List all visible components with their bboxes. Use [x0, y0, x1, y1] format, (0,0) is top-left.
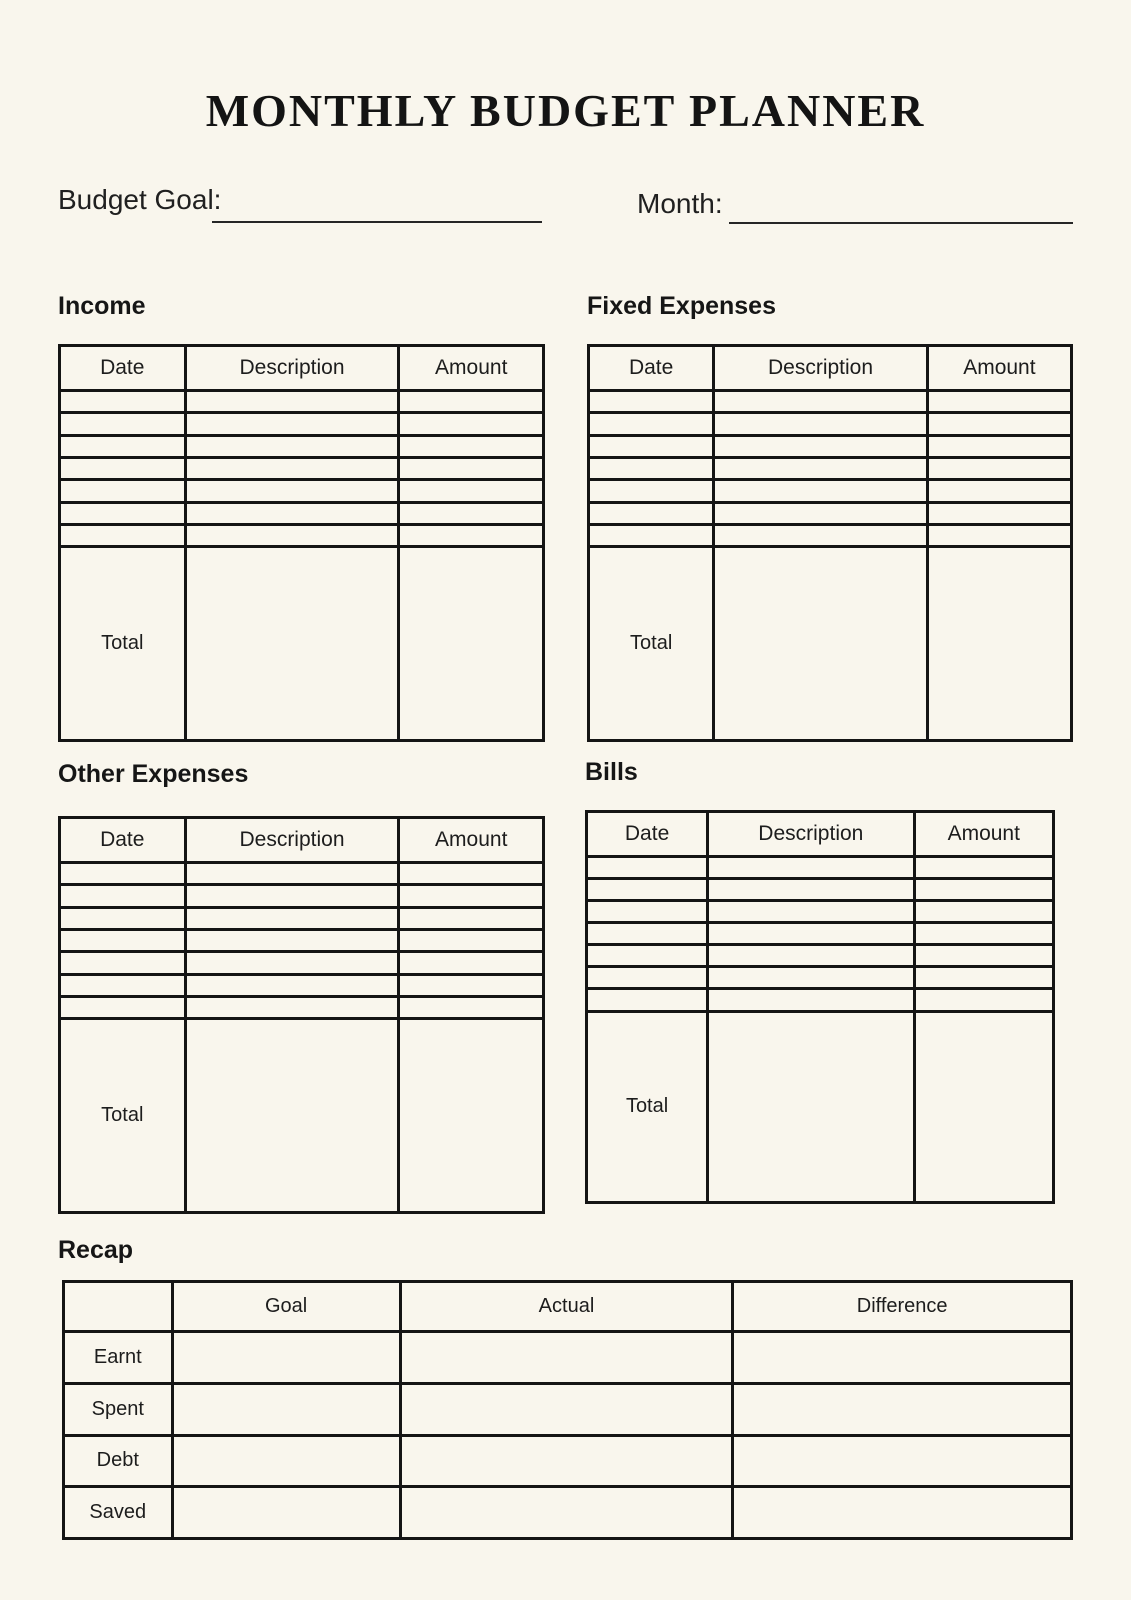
empty-cell [60, 391, 186, 413]
column-header-description: Description [708, 812, 914, 857]
empty-cell [914, 945, 1054, 967]
empty-cell [927, 502, 1071, 524]
empty-cell [60, 907, 186, 929]
empty-cell [714, 413, 927, 435]
column-header-date: Date [60, 346, 186, 391]
empty-cell [914, 1011, 1054, 1202]
page-title: MONTHLY BUDGET PLANNER [205, 85, 926, 136]
empty-cell [914, 923, 1054, 945]
row-label-cell: Earnt [64, 1332, 173, 1384]
empty-cell [927, 524, 1071, 546]
empty-cell [714, 547, 927, 741]
empty-cell [927, 391, 1071, 413]
empty-cell [60, 457, 186, 479]
row-label-cell: Total [60, 547, 186, 741]
column-header-amount: Amount [399, 818, 544, 863]
budget-goal-label: Budget Goal: [58, 184, 222, 215]
empty-cell [60, 435, 186, 457]
empty-cell [587, 857, 708, 879]
empty-cell [172, 1435, 400, 1487]
empty-cell [185, 863, 399, 885]
empty-cell [399, 391, 544, 413]
empty-cell [733, 1332, 1072, 1384]
empty-cell [60, 413, 186, 435]
empty-cell [589, 391, 714, 413]
empty-cell [927, 457, 1071, 479]
column-header-amount: Amount [927, 346, 1071, 391]
empty-cell [60, 996, 186, 1018]
empty-cell [714, 480, 927, 502]
empty-cell [589, 524, 714, 546]
empty-cell [914, 989, 1054, 1011]
column-header-goal: Goal [172, 1282, 400, 1332]
empty-cell [914, 901, 1054, 923]
empty-cell [185, 457, 399, 479]
empty-cell [399, 435, 544, 457]
empty-cell [914, 967, 1054, 989]
budget-goal-fill-line [212, 221, 542, 223]
column-header-date: Date [589, 346, 714, 391]
empty-cell [185, 480, 399, 502]
empty-cell [589, 502, 714, 524]
empty-cell [914, 879, 1054, 901]
empty-cell [399, 413, 544, 435]
empty-cell [589, 480, 714, 502]
empty-cell [714, 435, 927, 457]
empty-cell [927, 413, 1071, 435]
empty-cell [714, 391, 927, 413]
empty-cell [60, 885, 186, 907]
empty-cell [185, 996, 399, 1018]
column-header-blank [64, 1282, 173, 1332]
recap-heading: Recap [58, 1236, 134, 1264]
other-expenses-heading: Other Expenses [58, 760, 249, 788]
empty-cell [587, 945, 708, 967]
empty-cell [914, 857, 1054, 879]
row-label-cell: Total [587, 1011, 708, 1202]
empty-cell [708, 923, 914, 945]
empty-cell [400, 1435, 733, 1487]
row-label-cell: Debt [64, 1435, 173, 1487]
fixed-expenses-heading: Fixed Expenses [587, 292, 776, 320]
bills-heading: Bills [585, 758, 638, 786]
column-header-difference: Difference [733, 1282, 1072, 1332]
empty-cell [60, 502, 186, 524]
empty-cell [733, 1487, 1072, 1539]
column-header-amount: Amount [399, 346, 544, 391]
empty-cell [399, 974, 544, 996]
empty-cell [708, 857, 914, 879]
empty-cell [172, 1332, 400, 1384]
empty-cell [399, 863, 544, 885]
empty-cell [587, 923, 708, 945]
empty-cell [587, 989, 708, 1011]
empty-cell [399, 502, 544, 524]
month-label: Month: [637, 188, 723, 219]
empty-cell [400, 1383, 733, 1435]
fixed-expenses-table [587, 344, 1073, 742]
empty-cell [60, 863, 186, 885]
empty-cell [399, 457, 544, 479]
income-heading: Income [58, 292, 146, 320]
empty-cell [185, 952, 399, 974]
empty-cell [714, 457, 927, 479]
empty-cell [587, 879, 708, 901]
row-label-cell: Total [60, 1019, 186, 1213]
bills-table [585, 810, 1055, 1204]
empty-cell [708, 1011, 914, 1202]
empty-cell [714, 524, 927, 546]
empty-cell [185, 435, 399, 457]
column-header-description: Description [185, 818, 399, 863]
empty-cell [185, 502, 399, 524]
empty-cell [185, 974, 399, 996]
column-header-date: Date [587, 812, 708, 857]
empty-cell [927, 547, 1071, 741]
empty-cell [587, 967, 708, 989]
empty-cell [399, 996, 544, 1018]
empty-cell [927, 435, 1071, 457]
empty-cell [60, 952, 186, 974]
column-header-actual: Actual [400, 1282, 733, 1332]
empty-cell [708, 967, 914, 989]
other-expenses-table [58, 816, 545, 1214]
empty-cell [60, 929, 186, 951]
empty-cell [589, 413, 714, 435]
empty-cell [733, 1383, 1072, 1435]
empty-cell [185, 907, 399, 929]
empty-cell [60, 974, 186, 996]
empty-cell [708, 945, 914, 967]
month-fill-line [729, 222, 1073, 224]
column-header-description: Description [185, 346, 399, 391]
recap-table [62, 1280, 1073, 1540]
empty-cell [185, 885, 399, 907]
empty-cell [60, 524, 186, 546]
row-label-cell: Spent [64, 1383, 173, 1435]
empty-cell [185, 391, 399, 413]
empty-cell [399, 885, 544, 907]
empty-cell [185, 524, 399, 546]
income-table [58, 344, 545, 742]
empty-cell [172, 1487, 400, 1539]
row-label-cell: Total [589, 547, 714, 741]
empty-cell [60, 480, 186, 502]
empty-cell [185, 1019, 399, 1213]
empty-cell [399, 480, 544, 502]
empty-cell [587, 901, 708, 923]
row-label-cell: Saved [64, 1487, 173, 1539]
empty-cell [714, 502, 927, 524]
empty-cell [708, 989, 914, 1011]
empty-cell [185, 547, 399, 741]
empty-cell [733, 1435, 1072, 1487]
empty-cell [400, 1332, 733, 1384]
column-header-date: Date [60, 818, 186, 863]
empty-cell [400, 1487, 733, 1539]
column-header-amount: Amount [914, 812, 1054, 857]
empty-cell [399, 907, 544, 929]
empty-cell [589, 457, 714, 479]
empty-cell [589, 435, 714, 457]
empty-cell [708, 901, 914, 923]
empty-cell [185, 413, 399, 435]
empty-cell [399, 547, 544, 741]
empty-cell [927, 480, 1071, 502]
empty-cell [185, 929, 399, 951]
empty-cell [399, 929, 544, 951]
empty-cell [172, 1383, 400, 1435]
empty-cell [708, 879, 914, 901]
empty-cell [399, 524, 544, 546]
empty-cell [399, 1019, 544, 1213]
empty-cell [399, 952, 544, 974]
column-header-description: Description [714, 346, 927, 391]
